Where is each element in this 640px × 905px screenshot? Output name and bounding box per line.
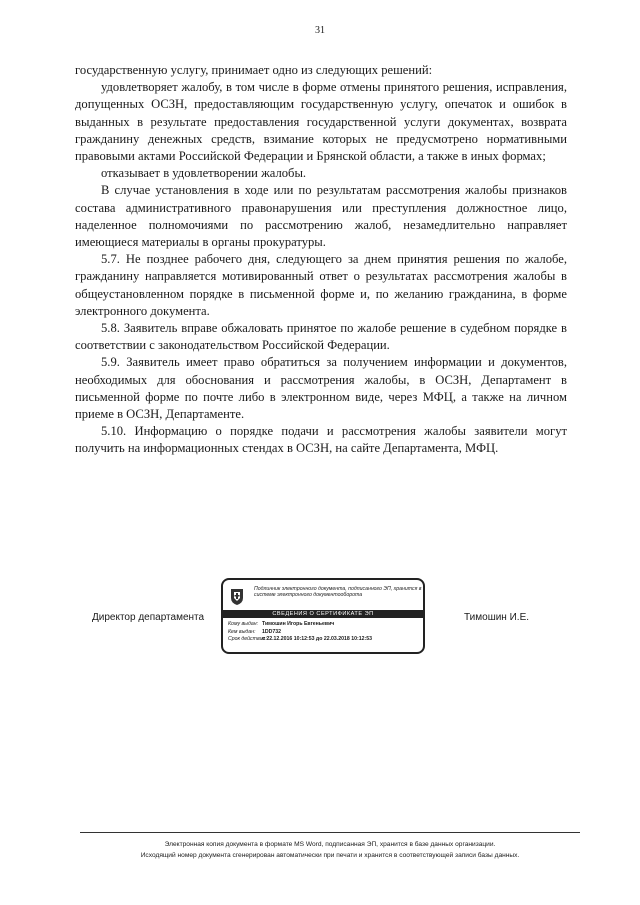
paragraph: 5.9. Заявитель имеет право обратиться за получением информации и документов, необходимых для обоснования и рассмотрения жалобы, в ОСЗН, Департамент в письменной форме по почте либо в электронном виде, через МФЦ, а также на личном приеме в ОСЗН, Департаменте. — [75, 355, 567, 422]
certificate-field — [228, 636, 424, 642]
certificate-header: СВЕДЕНИЯ О СЕРТИФИКАТЕ ЭП — [223, 610, 423, 618]
signatory-name: Тимошин И.Е. — [464, 612, 530, 623]
paragraph: 5.10. Информацию о порядке подачи и рассмотрения жалобы заявители могут получить на информационных стендах в ОСЗН, на сайте Департамента, МФЦ. — [75, 424, 567, 456]
field-value: Тимошин Игорь Евгеньевич — [262, 621, 335, 627]
paragraph: В случае установления в ходе или по результатам рассмотрения жалобы признаков состава административного правонарушения или преступления должностное лицо, наделенное полномочиями по рассмотрению жалоб, незамедлительно направляет имеющиеся материалы в органы прокуратуры. — [75, 183, 567, 250]
field-label: Кем выдан: — [228, 628, 256, 635]
document-body — [75, 62, 567, 458]
paragraph: государственную услугу, принимает одно из следующих решений: — [75, 63, 433, 77]
certificate-field — [228, 621, 424, 627]
coat-of-arms-emblem-icon — [229, 586, 245, 606]
e-signature-stamp — [221, 578, 425, 654]
field-label: Срок действия: — [228, 636, 267, 643]
stamp-notice: Подлинник электронного документа, подписанного ЭП, хранится в системе электронного документооборота — [254, 586, 422, 599]
footer-line: Электронная копия документа в формате MS Word, подписанная ЭП, хранится в базе данных организации. — [164, 841, 496, 848]
field-value: 1DD732 — [262, 628, 282, 635]
field-label: Кому выдан: — [228, 621, 259, 627]
signatory-role: Директор департамента — [92, 612, 205, 623]
field-value: с 22.12.2016 10:12:53 до 22.03.2018 10:12:53 — [262, 636, 373, 643]
paragraph: 5.7. Не позднее рабочего дня, следующего за днем принятия решения по жалобе, гражданину направляется мотивированный ответ о результатах рассмотрения жалобы в общеустановленном порядке в письменной форме и, по желанию гражданина, в форме электронного документа. — [75, 252, 567, 318]
footer-note — [80, 832, 580, 861]
certificate-field — [228, 629, 424, 635]
paragraph: отказывает в удовлетворении жалобы. — [101, 166, 307, 181]
certificate-fields — [228, 621, 424, 644]
page-number: 31 — [315, 25, 325, 36]
paragraph: 5.8. Заявитель вправе обжаловать принятое по жалобе решение в судебном порядке в соответствии с законодательством Российской Федерации. — [75, 321, 567, 353]
footer-line: Исходящий номер документа сгенерирован автоматически при печати и хранится в соответствующей записи базы данных. — [140, 852, 520, 859]
paragraph: удовлетворяет жалобу, в том числе в форме отмены принятого решения, исправления, допущенных ОСЗН, предоставляющим государственную услугу, опечаток и ошибок в выданных в результате предоставления государственной услуги документах, возврата гражданину денежных средств, взимание которых не предусмотрено нормативными правовыми актами Российской Федерации и Брянской области, а также в иных формах; — [75, 80, 567, 164]
